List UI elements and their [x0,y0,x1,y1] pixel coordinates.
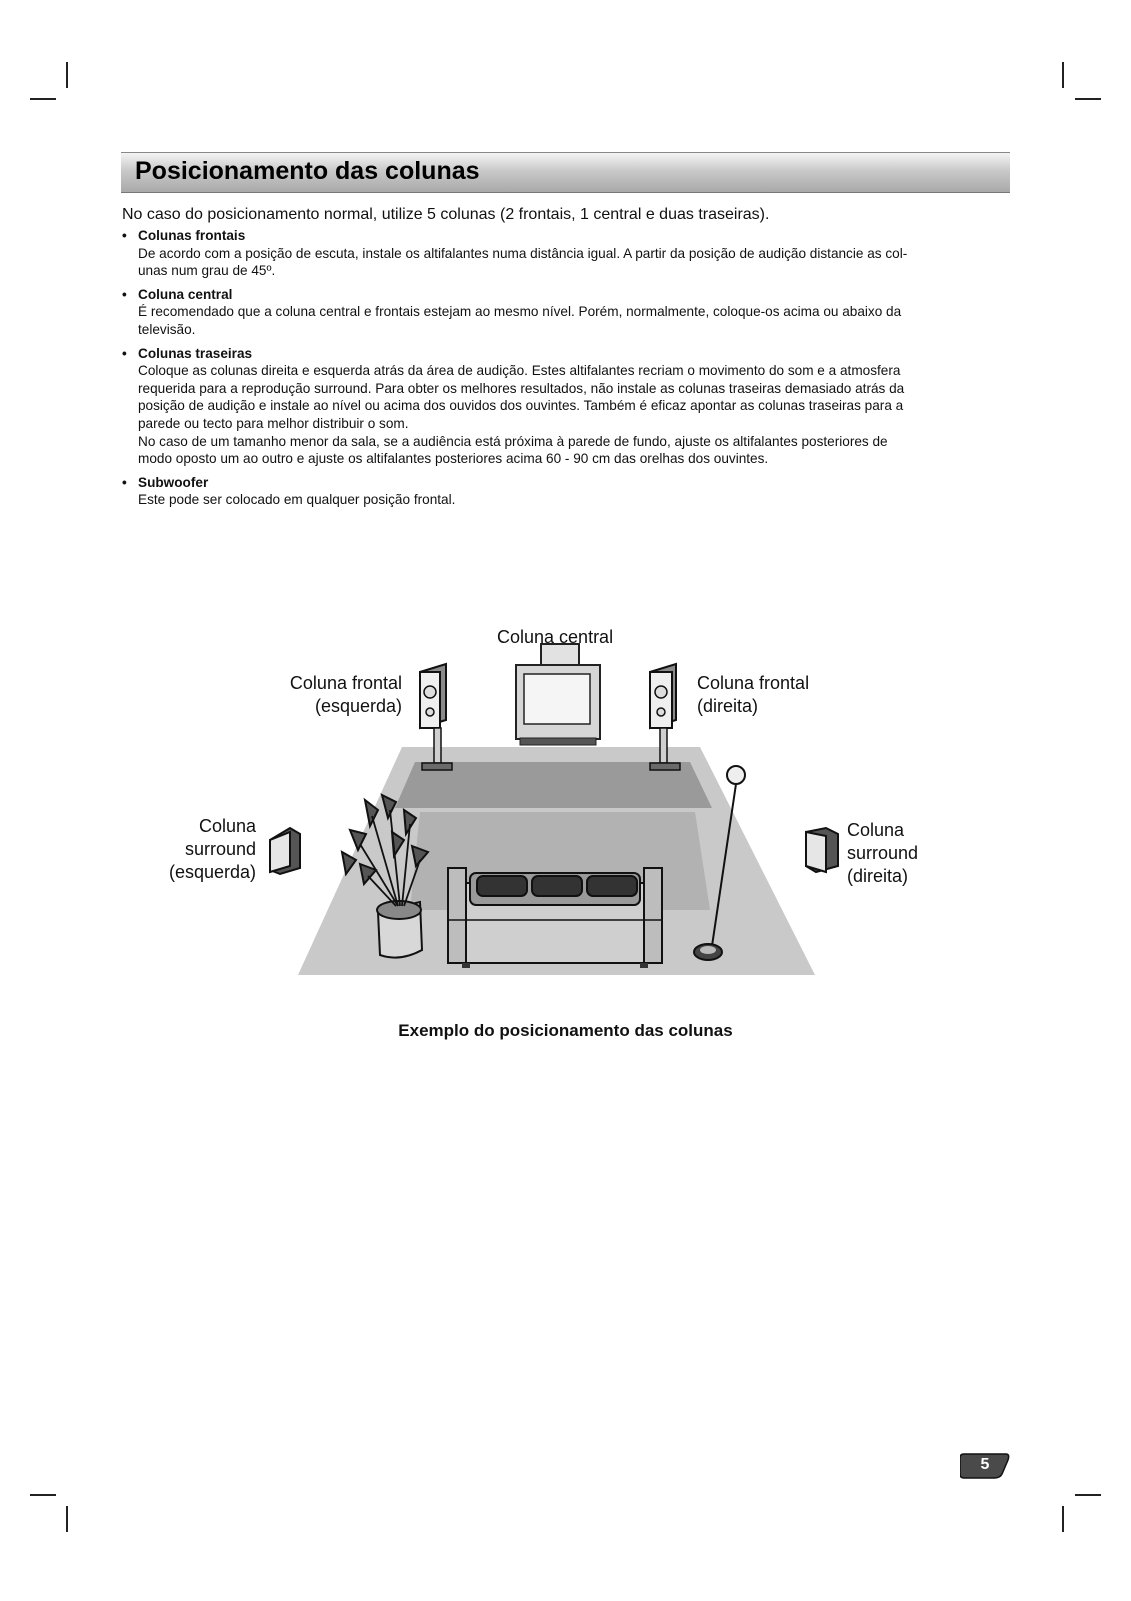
intro-text: No caso do posicionamento normal, utilize 5 colunas (2 frontais, 1 central e duas traseiras). [122,206,770,223]
label-surround-right-speaker: Coluna surround (direita) [847,820,919,886]
item-heading: Colunas frontais [138,228,246,243]
label-front-left-speaker: Coluna frontal (esquerda) [289,673,402,716]
crop-mark-bottom-left-h [30,1494,56,1496]
bullet-icon: • [122,228,127,243]
list-item [122,474,1007,509]
item-text: De acordo com a posição de escuta, instale os altifalantes numa distância igual. A partir da posição de audição distancie as col- unas num grau de 45º. [138,245,908,279]
item-heading: Subwoofer [138,474,209,490]
label-front-right-speaker: Coluna frontal (direita) [697,673,810,716]
surround-left-speaker-icon [270,828,300,874]
crop-mark-bottom-right-v [1062,1506,1064,1532]
bullet-icon: • [122,474,127,490]
crop-mark-bottom-right-h [1075,1494,1101,1496]
item-heading: Colunas traseiras [138,345,253,361]
surround-right-speaker-icon [806,828,838,872]
page-title: Posicionamento das colunas [135,157,480,185]
bullet-list [122,227,1007,515]
list-item [122,345,1007,468]
crop-mark-top-right-h [1075,98,1101,100]
item-heading: Coluna central [138,286,233,302]
list-item [122,286,1007,339]
crop-mark-top-right-v [1062,62,1064,88]
bullet-icon: • [122,286,127,302]
title-bar [121,152,1010,193]
speaker-placement-diagram [0,620,1131,1020]
diagram-caption: Exemplo do posicionamento das colunas [398,1021,733,1040]
page-number: 5 [980,1456,990,1473]
tv-icon [516,644,600,745]
sofa-icon [448,868,662,968]
list-item [122,227,1007,280]
item-text: Coloque as colunas direita e esquerda atrás da área de audição. Estes altifalantes recriam o movimento do som e a atmosfera requerida para a reprodução surround. Para obter os melhores resultados, não instale as colunas traseiras demasiado atrás da posição de audição e instale ao nível ou acima dos ouvidos dos ouvintes. Também é eficaz apontar as colunas traseiras para a parede ou tecto para melhor distribuir o som. No caso de um tamanho menor da sala, se a audiência está próxima à parede de fundo, ajuste os altifalantes posteriores de modo oposto um ao outro e ajuste os altifalantes posteriores acima 60 - 90 cm das orelhas dos ouvintes. [138,363,905,467]
label-surround-left-speaker: Coluna surround (esquerda) [168,816,256,882]
label-center-speaker: Coluna central [497,627,614,647]
item-text: Este pode ser colocado em qualquer posição frontal. [138,492,456,508]
item-text: É recomendado que a coluna central e frontais estejam ao mesmo nível. Porém, normalmente, coloque-os acima ou abaixo da televisão. [138,304,902,337]
crop-mark-top-left-h [30,98,56,100]
crop-mark-top-left-v [66,62,68,88]
crop-mark-bottom-left-v [66,1506,68,1532]
bullet-icon: • [122,345,127,361]
page-number-badge [960,1452,1010,1480]
